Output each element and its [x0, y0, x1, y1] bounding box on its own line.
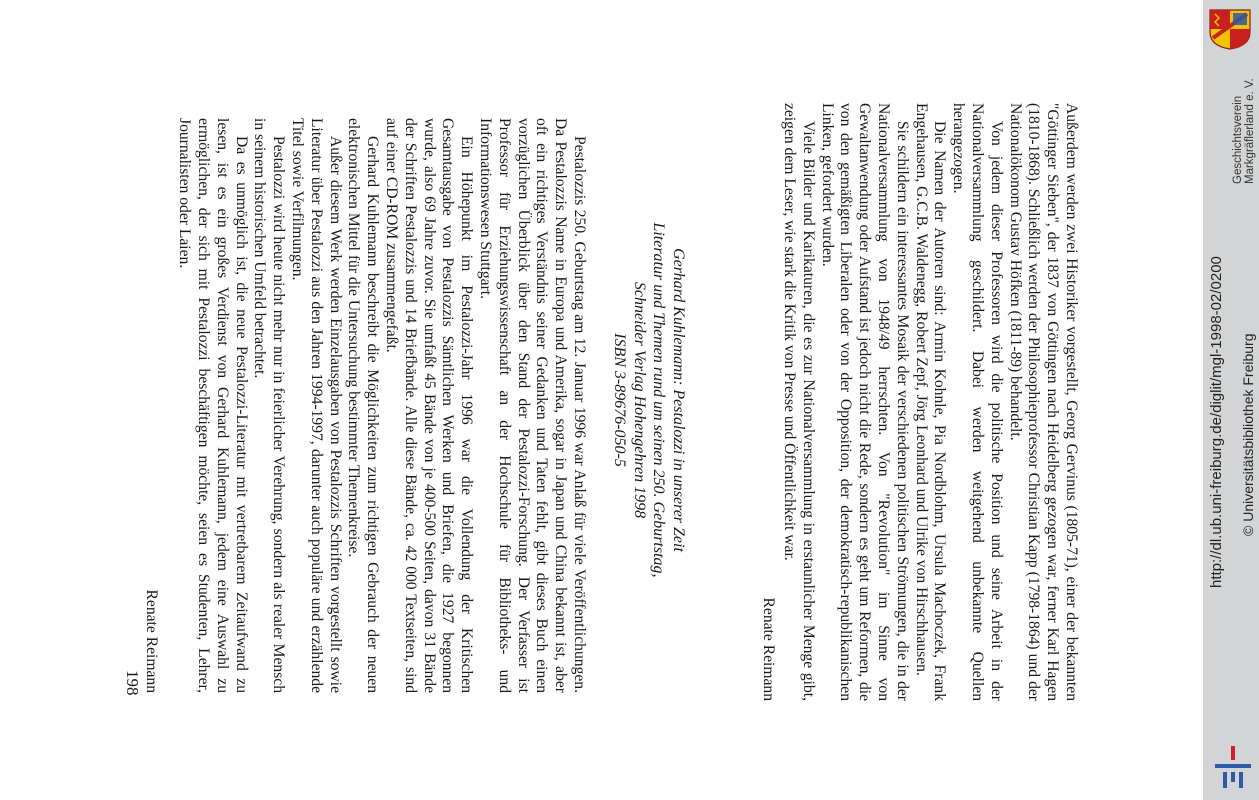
- paragraph: Gerhard Kuhlemann beschreibt die Möglichkeiten zum richtigen Gebrauch der neuen elektronischen Mittel für die Untersuchung bestimmter Themenkreise.: [345, 118, 382, 693]
- book-title-line: Gerhard Kuhlemann: Pestalozzi in unserer Zeit: [670, 248, 687, 552]
- review-2: [142, 118, 588, 693]
- book-publisher-line: Schneider Verlag Hohengehren 1998: [631, 281, 648, 519]
- ub-freiburg-logo-icon[interactable]: [1213, 744, 1253, 790]
- review-1: [758, 103, 1080, 701]
- review-signature: Renate Reimann: [143, 589, 161, 693]
- book-isbn-line: ISBN 3-89676-050-5: [611, 333, 629, 467]
- society-name-line1: Geschichtsverein: [1232, 95, 1244, 184]
- page-number: 198: [123, 670, 142, 696]
- paragraph: Sie schildern ein interessantes Mosaik der verschiedenen politischen Strömungen, die in der Nationalversammlung von 1948/49 herrschten. Von "Revolution" im Sinne von Gewaltanwendung oder Aufstand ist jedoch nicht die Rede, sondern es geht um Reformen, die von den gemäßigten Liberalen oder von der Opposition, der demokratisch-republikanischen Linken, gefordert wurden.: [818, 103, 911, 701]
- paragraph: Viele Bilder und Karikaturen, die es zur Nationalversammlung in erstaunlicher Menge gibt, zeigen dem Leser, wie stark die Kritik von Presse und Öffentlichkeit war.: [781, 103, 817, 701]
- paragraph: Pestalozzis 250. Geburtstag am 12. Januar 1996 war Anlaß für viele Veröffentlichungen. Da Pestalozzis Name in Europa und Amerika, sogar in Japan und China bekannt ist, aber oft ein richtiges Verständnis seiner Gedanken und Taten fehlt, gibt dieses Buch einen vorzüglichen Überblick über den Stand der Pestalozzi-Forschung. Der Verfasser ist Professor für Erziehungswissenschaft an der Hochschule für Bibliotheks- und Informationswesen Stuttgart.: [477, 118, 588, 693]
- book-subtitle-line: Literatur und Themen rund um seinen 250. Geburtstag,: [650, 222, 668, 578]
- society-name-line2: Markgräflerland e. V.: [1244, 78, 1256, 184]
- paragraph: Die Namen der Autoren sind: Armin Kohnle, Pia Nordblohm, Ursula Machoczek, Frank Engehausen, G.C.B. Waldenegg, Robert Zepf, Jörg Leonhard und Ulrike von Hirschhausen.: [912, 103, 949, 701]
- copyright-notice: © Universitätsbibliothek Freiburg: [1240, 333, 1256, 536]
- paragraph: Außer diesem Werk werden Einzelausgaben von Pestalozzis Schriften vorgestellt sowie Literatur über Pestalozzi aus den Jahren 1994-1997, darunter auch populäre und erzählende Titel sowie Verfilmungen.: [289, 118, 344, 693]
- document-url[interactable]: http://dl.ub.uni-freiburg.de/diglit/mgl-1998-02/0200: [1208, 256, 1225, 588]
- paragraph: Ein Höhepunkt im Pestalozzi-Jahr 1996 war die Vollendung der Kritischen Gesamtausgabe von Pestalozzis Sämtlichen Werken und Briefen, die 1927 begonnen wurde, also 69 Jahre zuvor. Sie umfaßt 45 Bände von je 400-500 Seiten, davon 31 Bände der Schriften Pestalozzis und 14 Briefbände. Alle diese Bände, ca. 42 000 Textseiten, sind auf einer CD-ROM zusammengefaßt.: [383, 118, 476, 693]
- review-signature: Renate Reimann: [760, 597, 778, 701]
- book-citation: [610, 118, 688, 682]
- paragraph: Von jedem dieser Professoren wird die politische Position und seine Arbeit in der Nationalversammlung geschildert. Dabei werden weitgehend unbekannte Quellen herangezogen.: [950, 103, 1005, 701]
- coat-of-arms-icon[interactable]: [1207, 8, 1253, 50]
- paragraph: Außerdem werden zwei Historiker vorgestellt, Georg Gervinus (1805-71), einer der bekannten "Göttinger Sieben", der 1837 von Göttingen nach Heidelberg gezogen war, ferner Karl Hagen (1810-1868). Schließlich werden der Philosophieprofessor Christian Kapp (1798-1864) und der Nationalökonom Gustav Höfken (1811-89) behandelt.: [1006, 103, 1080, 701]
- paragraph: Pestalozzi wird heute nicht mehr nur in feierlicher Verehrung, sondern als realer Mensch in seinem historischen Umfeld betrachtet.: [251, 118, 288, 693]
- paragraph: Da es unmöglich ist, die neue Pestalozzi-Literatur mit vertretbarem Zeitaufwand zu lesen, ist es ein großes Verdienst von Gerhard Kuhlemann, jedem eine Auswahl zu ermöglichen, der sich mit Pestalozzi beschäftigen möchte, seien es Studenten, Lehrer, Journalisten oder Laien.: [176, 118, 250, 693]
